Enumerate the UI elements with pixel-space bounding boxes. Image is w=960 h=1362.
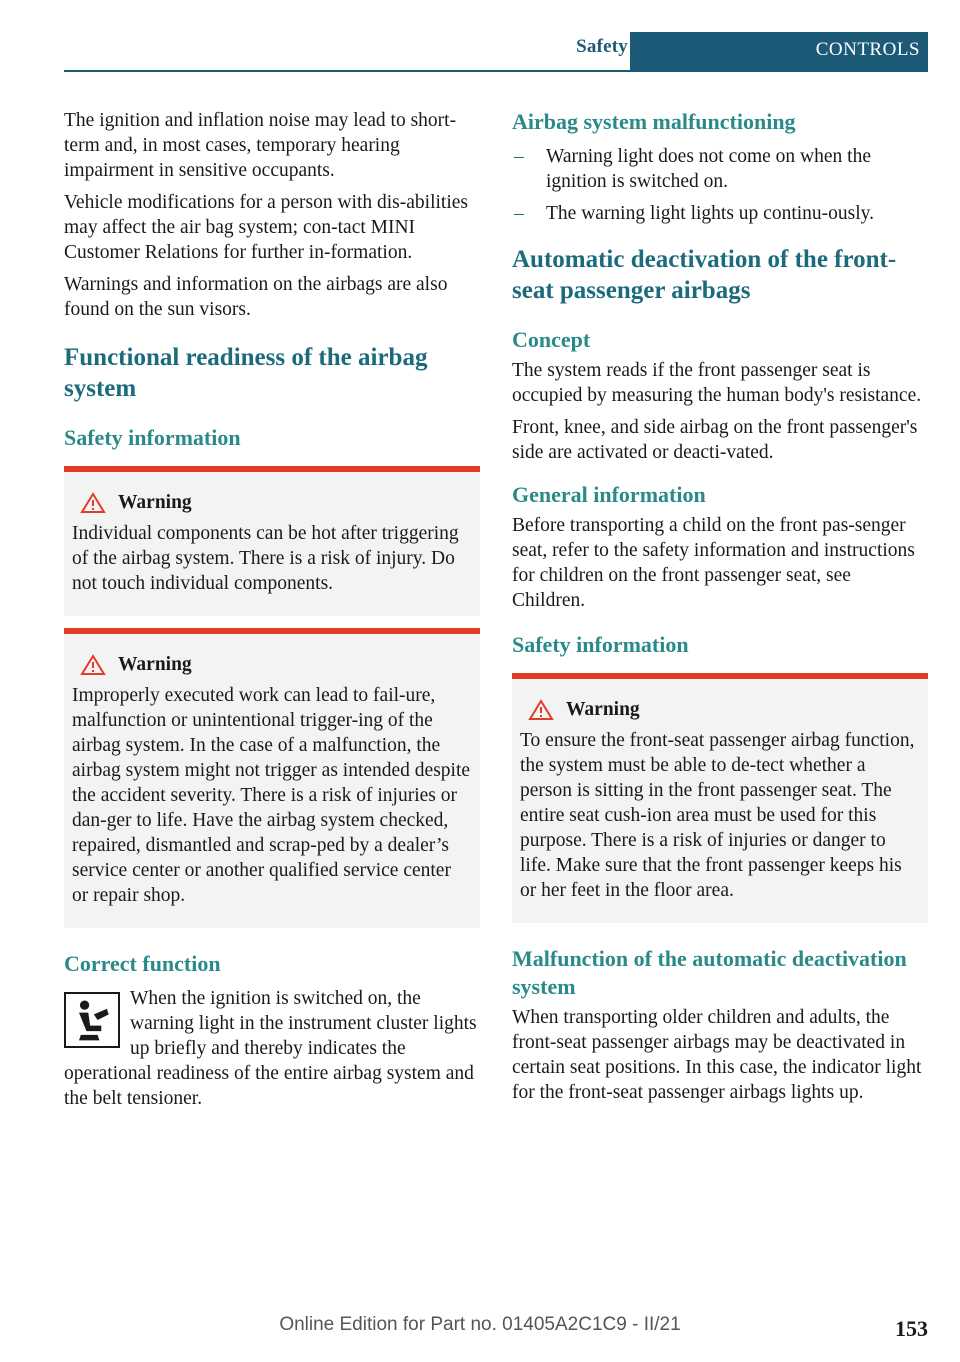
warning-header	[72, 652, 472, 677]
heading-malfunction-automatic-deactivation: Malfunction of the automatic deactivation system	[512, 946, 907, 999]
warning-text: To ensure the front-seat passenger airbag function, the system must be able to de-tect whether a person is sitting in the front passenger seat. The entire seat cush-ion area must be used for this purpose. There is a risk of injuries or danger to life. Make sure that the front passenger keeps his or her feet in the floor area.	[520, 730, 915, 901]
header-section-title: Safety	[576, 36, 628, 57]
header-rule	[64, 70, 928, 72]
malfunction-list	[512, 144, 928, 226]
dash-mark: –	[514, 146, 524, 167]
airbag-warning-light-icon	[64, 992, 120, 1048]
warning-box-seat-detection	[512, 673, 928, 923]
warning-box-improper-work	[64, 628, 480, 928]
warning-box-hot-components	[64, 466, 480, 616]
warning-header	[520, 697, 920, 722]
warning-text: Individual components can be hot after triggering of the airbag system. There is a risk of injury. Do not touch individual components.	[72, 523, 459, 594]
paragraph-noise: The ignition and inflation noise may lead to short-term and, in most cases, temporary hearing impairment in sensitive occupants.	[64, 110, 457, 181]
list-item	[512, 201, 928, 226]
warning-title: Warning	[118, 654, 192, 675]
warning-triangle-icon	[528, 699, 554, 721]
warning-triangle-icon	[80, 654, 106, 676]
page-header	[64, 32, 928, 72]
list-item	[512, 144, 928, 194]
heading-airbag-malfunctioning: Airbag system malfunctioning	[512, 109, 796, 134]
paragraph-concept-1: The system reads if the front passenger seat is occupied by measuring the human body's resistance.	[512, 360, 922, 406]
footer-edition: Online Edition for Part no. 01405A2C1C9 - II/21	[279, 1314, 681, 1335]
paragraph-general-information: Before transporting a child on the front pas-senger seat, refer to the safety information and instructions for children on the front passenger seat, see Children.	[512, 515, 915, 611]
warning-header	[72, 490, 472, 515]
dash-mark: –	[514, 203, 524, 224]
list-item-text: Warning light does not come on when the ignition is switched on.	[546, 146, 871, 192]
warning-text: Improperly executed work can lead to fail-ure, malfunction or unintentional trigger-ing of the airbag system. In the case of a malfunction, the airbag system might not trigger as intended despite the accident severity. There is a risk of injuries or dan-ger to life. Have the airbag system checked, repaired, dismantled and scrap-ped by a dealer’s service center or another qualified service center or repair shop.	[72, 685, 471, 906]
heading-safety-information-right: Safety information	[512, 632, 689, 657]
correct-function-block	[64, 986, 480, 1111]
heading-safety-information: Safety information	[64, 425, 241, 450]
paragraph-correct-function: When the ignition is switched on, the warning light in the instrument cluster lights up briefly and thereby indicates the operational readiness of the entire airbag system and the belt tensioner.	[64, 988, 477, 1109]
paragraph-sun-visors: Warnings and information on the airbags are also found on the sun visors.	[64, 274, 448, 320]
page-number: 153	[895, 1316, 928, 1341]
heading-functional-readiness: Functional readiness of the airbag system	[64, 344, 428, 402]
paragraph-concept-2: Front, knee, and side airbag on the front passenger's side are activated or deacti-vated.	[512, 417, 918, 463]
right-column	[512, 108, 928, 1112]
header-chapter-tab: CONTROLS	[630, 32, 928, 70]
warning-title: Warning	[566, 699, 640, 720]
heading-concept: Concept	[512, 327, 591, 352]
list-item-text: The warning light lights up continu-ously.	[546, 203, 875, 224]
heading-automatic-deactivation: Automatic deactivation of the front-seat passenger airbags	[512, 246, 897, 304]
left-column	[64, 108, 480, 1118]
heading-general-information: General information	[512, 482, 706, 507]
heading-correct-function: Correct function	[64, 951, 221, 976]
warning-triangle-icon	[80, 492, 106, 514]
paragraph-malfunction-automatic-deactivation: When transporting older children and adults, the front-seat passenger airbags may be deactivated in certain seat positions. In this case, the indicator light for the front-seat passenger airbags lights up.	[512, 1007, 922, 1103]
paragraph-modifications: Vehicle modifications for a person with dis-abilities may affect the air bag system; con-tact MINI Customer Relations for further in-formation.	[64, 192, 468, 263]
warning-title: Warning	[118, 492, 192, 513]
